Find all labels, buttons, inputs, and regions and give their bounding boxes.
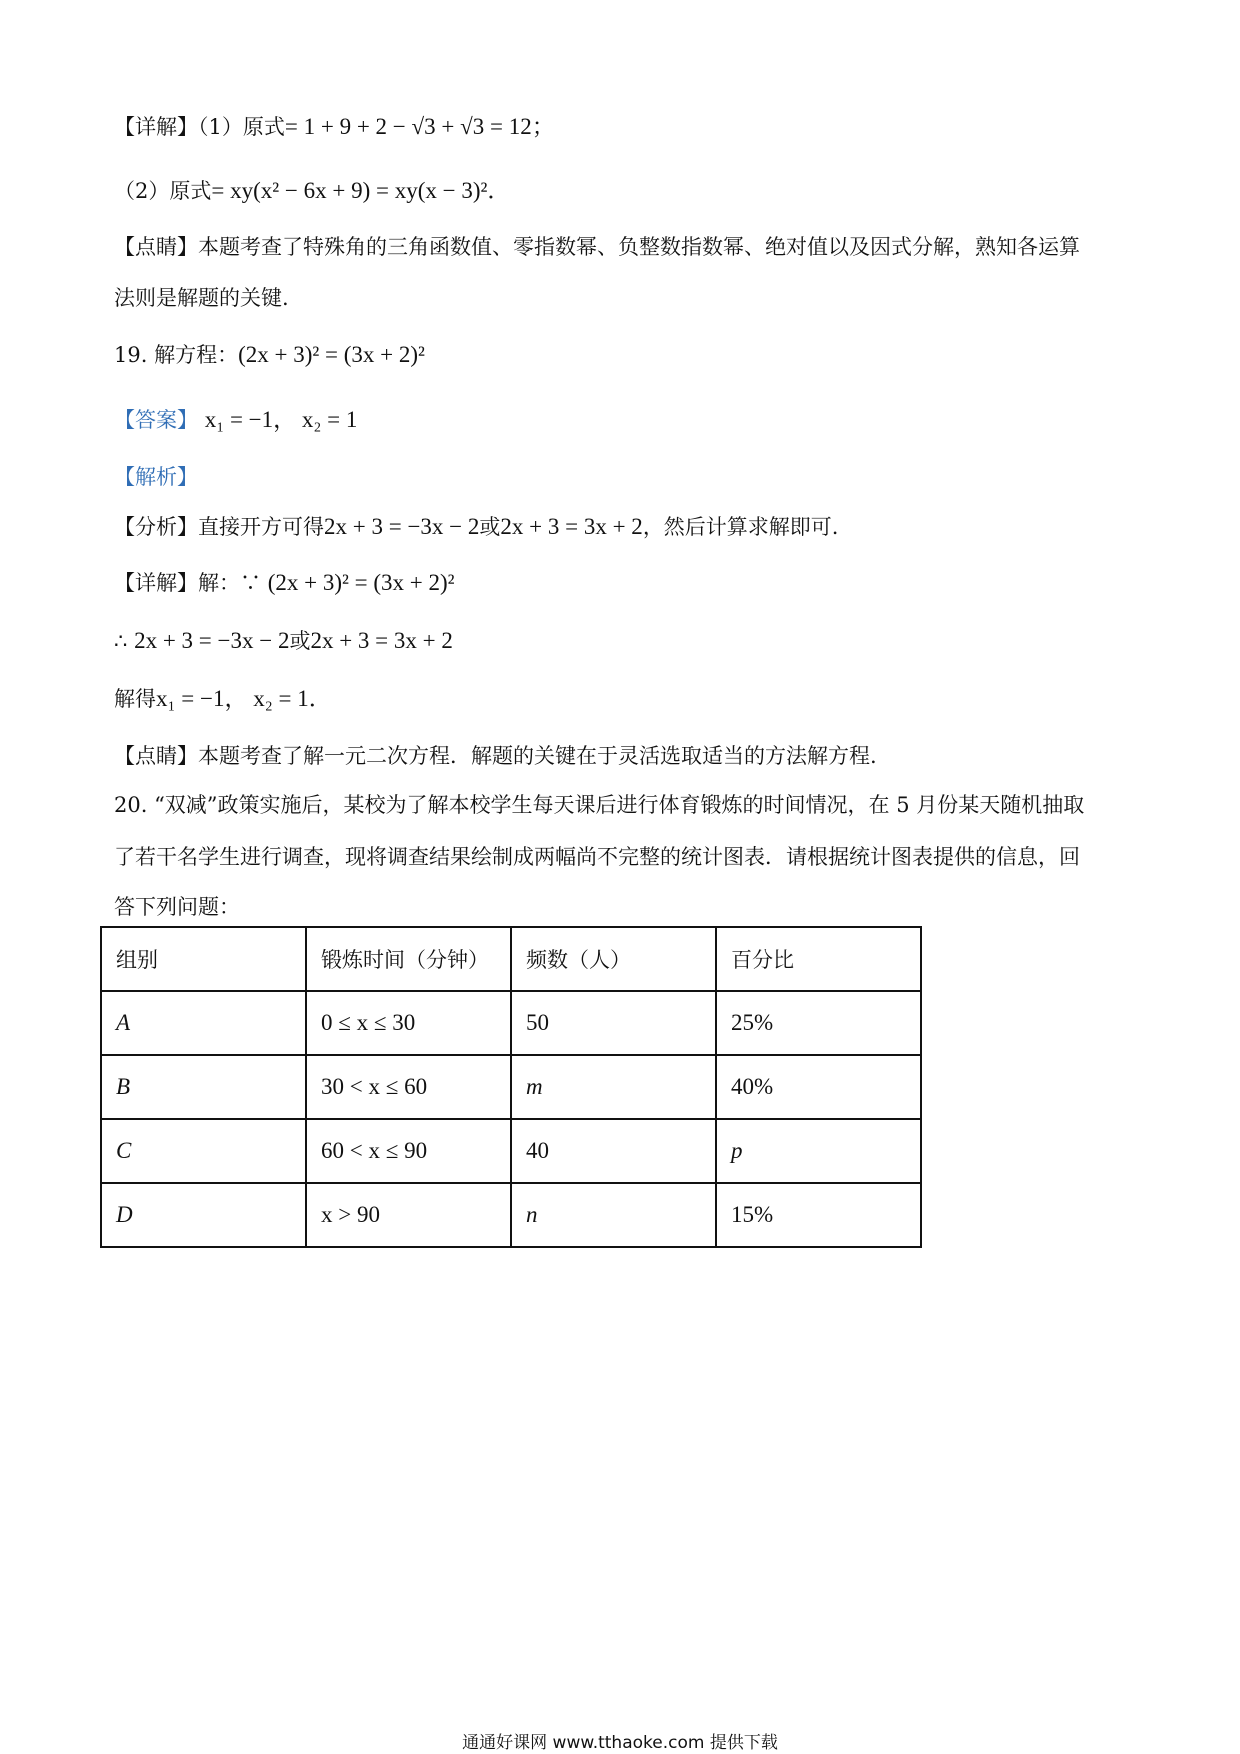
step-eq1: 2x + 3 = −3x − 2 (134, 628, 290, 653)
detail-equation: (2x + 3)² = (3x + 2)² (267, 570, 455, 595)
cell-group: A (101, 991, 306, 1055)
cell-percent: 15% (716, 1183, 921, 1247)
table-row (101, 991, 921, 1055)
statistics-table (100, 926, 922, 1248)
q20-line-2: 了若干名学生进行调查，现将调查结果绘制成两幅尚不完整的统计图表．请根据统计图表提供的信息，回 (114, 845, 1080, 869)
cell-percent: p (716, 1119, 921, 1183)
analysis-eq2: 2x + 3 = 3x + 2 (500, 514, 643, 539)
cell-frequency: m (511, 1055, 716, 1119)
solution-prefix: 解得 (114, 687, 156, 711)
cell-time: 60 < x ≤ 90 (306, 1119, 511, 1183)
q20-line-3: 答下列问题： (114, 895, 240, 919)
page-footer: 通通好课网 www.tthaoke.com 提供下载 (462, 1733, 778, 1753)
answer-value: x₁ = −1， x₂ = 1 (204, 407, 358, 432)
table-row (101, 1183, 921, 1247)
solution-value: x₁ = −1， x₂ = 1． (156, 686, 332, 711)
q19-step (114, 626, 453, 656)
detail-text: （1）原式 (198, 115, 285, 139)
header-group: 组别 (101, 927, 306, 991)
comment-line-1: 【点睛】本题考查了特殊角的三角函数值、零指数幂、负整数指数幂、绝对值以及因式分解，熟知各运算 (114, 235, 1080, 259)
because-symbol: ∵ (240, 571, 261, 595)
cell-percent: 40% (716, 1055, 921, 1119)
analysis-or: 或 (479, 515, 501, 539)
cell-group: C (101, 1119, 306, 1183)
cell-frequency: n (511, 1183, 716, 1247)
cell-group: D (101, 1183, 306, 1247)
cell-time: x > 90 (306, 1183, 511, 1247)
detail-line-1 (114, 112, 555, 142)
q19-detail (114, 568, 455, 598)
q19-equation: (2x + 3)² = (3x + 2)² (238, 342, 425, 367)
cell-percent: 25% (716, 991, 921, 1055)
detail-math-2: = xy(x² − 6x + 9) = xy(x − 3)²． (211, 178, 511, 203)
question-19 (114, 340, 425, 370)
cell-group: B (101, 1055, 306, 1119)
q19-comment: 【点睛】本题考查了解一元二次方程．解题的关键在于灵活选取适当的方法解方程. (114, 744, 877, 768)
analysis-eq1: 2x + 3 = −3x − 2 (324, 514, 480, 539)
table-header-row (101, 927, 921, 991)
q19-answer (114, 405, 357, 435)
answer-label: 【答案】 (114, 408, 198, 432)
table-row (101, 1119, 921, 1183)
comment-line-2: 法则是解题的关键. (114, 286, 289, 310)
table-row (101, 1055, 921, 1119)
q19-prompt: 19. 解方程： (114, 343, 239, 367)
detail-label: 【详解】 (114, 115, 198, 139)
q19-analysis (114, 512, 839, 542)
cell-frequency: 40 (511, 1119, 716, 1183)
analysis-tail: ，然后计算求解即可. (642, 515, 839, 539)
header-time: 锻炼时间（分钟） (306, 927, 511, 991)
analysis-head: 【分析】直接开方可得 (114, 515, 324, 539)
header-frequency: 频数（人） (511, 927, 716, 991)
cell-time: 30 < x ≤ 60 (306, 1055, 511, 1119)
header-percent: 百分比 (716, 927, 921, 991)
detail-line-2 (114, 176, 510, 206)
step-or: 或 (289, 629, 311, 653)
step-eq2: 2x + 3 = 3x + 2 (310, 628, 453, 653)
q20-line-1: 20. “双减”政策实施后，某校为了解本校学生每天课后进行体育锻炼的时间情况，在 5 月份某天随机抽取 (114, 793, 1085, 817)
detail-text-2: （2）原式 (114, 179, 212, 203)
therefore-symbol: ∴ (114, 629, 128, 653)
q19-solution (114, 684, 332, 714)
cell-time: 0 ≤ x ≤ 30 (306, 991, 511, 1055)
cell-frequency: 50 (511, 991, 716, 1055)
detail-math: = 1 + 9 + 2 − √3 + √3 = 12； (284, 114, 555, 139)
analysis-label: 【解析】 (114, 465, 198, 489)
detail-head: 【详解】解： (114, 571, 240, 595)
